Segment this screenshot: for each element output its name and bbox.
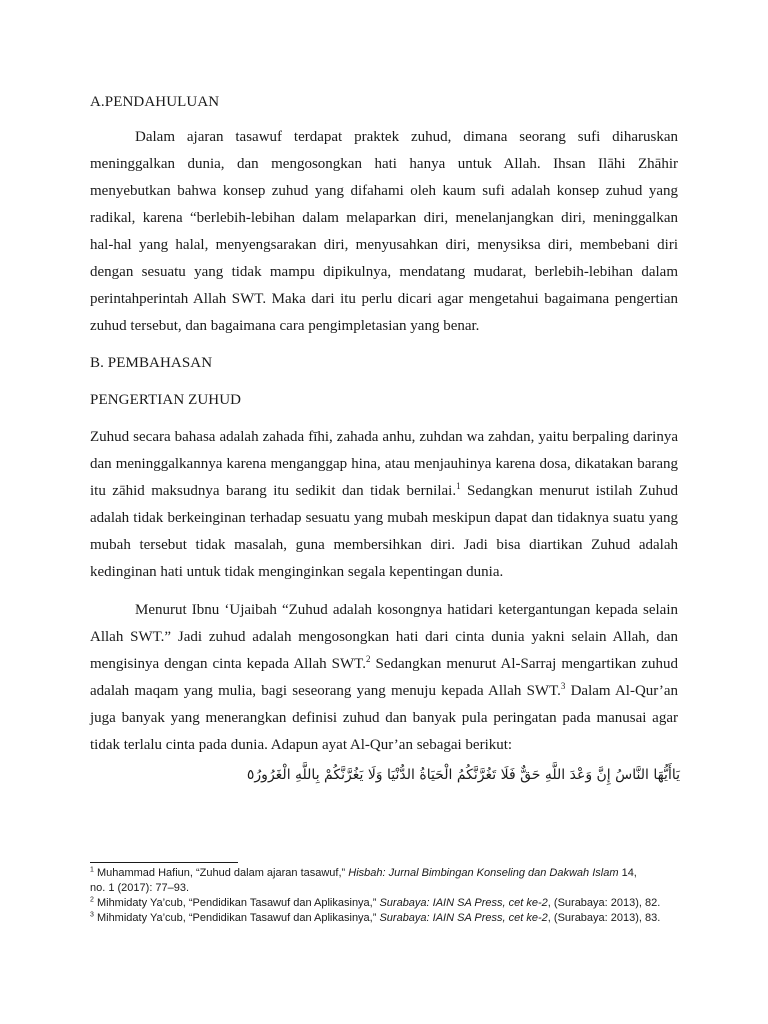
text-line: hal-hal yang halal, menyengsarakan diri, menyusahkan diri, menysiksa diri, membebani diri — [90, 237, 678, 253]
footnote-ref[interactable]: 3 — [560, 681, 566, 691]
footnotes — [90, 866, 690, 926]
text-line: Zuhud secara bahasa adalah zahada fīhi, zahada anhu, zuhdan wa zahdan, yaitu berpaling darinya — [90, 429, 678, 445]
text-line: adalah maqam yang mulia, bagi seseorang yang menuju kepada Allah SWT.$^3$ Dalam Al-Qur’an — [90, 681, 679, 699]
footnote-1-continuation: no. 1 (2017): 77–93. — [90, 882, 190, 894]
text-line: tidak terlalu cinta pada dunia. Adapun ayat Al-Qur’an sebagai berikut: — [90, 737, 513, 753]
text-line: dengan sesuatu yang tidak mampu dipikulnya, mendatang mudarat, berlebih-lebihan dalam — [90, 264, 678, 280]
section-heading-intro: A.PENDAHULUAN — [90, 94, 220, 110]
zuhud-explanation-paragraph — [90, 597, 678, 759]
footnote-2: $^2$ Mihmidaty Ya’cub, “Pendidikan Tasawuf dan Aplikasinya,” Surabaya: IAIN SA Press, cet ke-2, (Surabaya: 2013), 82. — [90, 896, 661, 909]
subheading-definition: PENGERTIAN ZUHUD — [90, 392, 242, 408]
intro-paragraph — [90, 124, 678, 340]
text-line: adalah tidak berkeinginan terhadap sesuatu yang mubah meskipun dapat dan tidaknya suatu yang — [90, 510, 678, 526]
footnote-ref[interactable]: 2 — [365, 654, 371, 664]
text-line: zuhud tersebut, dan bagaimana cara pengimpletasian yang benar. — [90, 318, 480, 334]
text-line: dan meninggalkannya karena menganggap hina, atau menjauhinya karena dosa, dikatakan barang — [90, 456, 678, 472]
footnote-ref[interactable]: 1 — [456, 481, 461, 491]
quran-verse: يَاأَيُّهَا النَّاسُ إِنَّ وَعْدَ اللَّهِ حَقٌّ فَلَا تَغُرَّنَّكُمُ الْحَيَاةُ الدُّنْيَا وَلَا يَغُرَّنَّكُمْ بِاللَّهِ الْغَرُورُ٥ — [246, 767, 680, 783]
footnote-3: $^3$ Mihmidaty Ya’cub, “Pendidikan Tasawuf dan Aplikasinya,” Surabaya: IAIN SA Press, cet ke-2, (Surabaya: 2013), 83. — [90, 911, 661, 924]
footnote-separator — [90, 862, 238, 863]
text-line: Allah SWT.” Jadi zuhud adalah mengosongkan hati dari cinta dunia yakni selain Allah, dan — [90, 629, 678, 645]
section-heading-discussion: B. PEMBAHASAN — [90, 355, 213, 371]
text-line: mubah tersebut tidak masalah, guna membersihkan diri. Jadi bisa diartikan Zuhud adalah — [90, 537, 678, 553]
footnote-1: $^1$ Muhammad Hafiun, “Zuhud dalam ajaran tasawuf,” Hisbah: Jurnal Bimbingan Konseling dan Dakwah Islam 14, — [90, 866, 637, 879]
text-line: kedinginan hati untuk tidak menginginkan segala kepentingan dunia. — [90, 564, 504, 580]
text-line: mengisinya dengan cinta kepada Allah SWT.$^2$ Sedangkan menurut Al-Sarraj mengartikan zuhud — [90, 654, 678, 672]
text-line: juga banyak yang menerangkan definisi zuhud dan banyak pula peringatan pada manusai agar — [90, 710, 678, 726]
text-line: perintahperintah Allah SWT. Maka dari itu perlu dicari agar mengetahui bagaimana pengertian — [90, 291, 678, 307]
text-line: Dalam ajaran tasawuf terdapat praktek zuhud, dimana seorang sufi diharuskan — [135, 129, 678, 145]
definition-paragraph — [90, 424, 678, 586]
text-line: radikal, karena “berlebih-lebihan dalam melaparkan diri, menelanjangkan diri, meninggalkan — [90, 210, 678, 226]
text-line: meninggalkan dunia, dan mengosongkan hati hanya untuk Allah. Ihsan Ilāhi Zhāhir — [90, 156, 678, 172]
text-line: Menurut Ibnu ‘Ujaibah “Zuhud adalah kosongnya hatidari ketergantungan kepada selain — [135, 602, 678, 618]
text-line: menyebutkan bahwa konsep zuhud yang difahami oleh kaum sufi adalah konsep zuhud yang — [90, 183, 678, 199]
text-line: itu zāhid maksudnya barang itu sedikit dan tidak bernilai.$^1$ Sedangkan menurut istilah Zuhud — [90, 481, 678, 499]
